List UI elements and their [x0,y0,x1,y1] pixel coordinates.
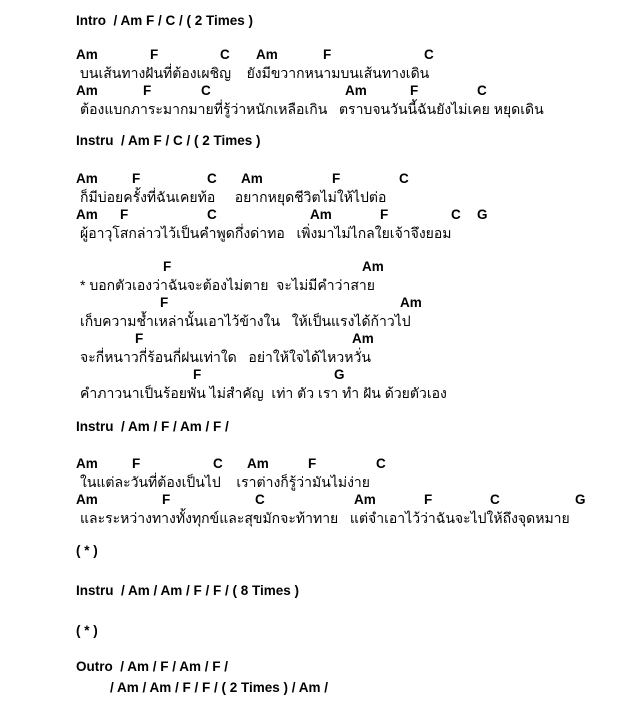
chord-label: F [120,207,129,222]
chord-label: C [255,492,265,507]
chord-label: F [150,47,159,62]
chord-label: Am [354,492,376,507]
section-header-line: Instru / Am / Am / F / F / ( 8 Times ) [76,583,300,598]
chord-label: F [132,456,141,471]
chord-label: Am [76,171,98,186]
chord-label: C [220,47,230,62]
lyric-line: ผู้อาวุโสกล่าวไว้เป็นคำพูดกึ่งด่าทอ เพิ่งมาไม่ไกลใยเจ้าจึงยอม [80,225,452,241]
chord-label: Am [76,47,98,62]
chord-label: C [490,492,500,507]
chord-line [0,491,620,509]
chord-line [0,206,620,224]
lyric-line: ต้องแบกภาระมากมายที่รู้ว่าหนักเหลือเกิน ตราบจนวันนี้ฉันยังไม่เคย หยุดเดิน [80,101,544,117]
chord-label: F [410,83,419,98]
chord-label: F [193,367,202,382]
chord-label: Am [400,295,422,310]
chord-line [0,46,620,64]
lyric-line: เก็บความช้ำเหล่านั้นเอาไว้ข้างใน ให้เป็นแรงได้ก้าวไป [80,313,411,329]
chord-label: F [332,171,341,186]
lyric-line: ก็มีบ่อยครั้งที่ฉันเคยท้อ อยากหยุดชีวิตไม่ให้ไปต่อ [80,189,387,205]
chord-label: G [477,207,488,222]
chord-line [0,258,620,276]
chord-label: Am [76,456,98,471]
lyric-line: ในแต่ละวันที่ต้องเป็นไป เราต่างก็รู้ว่ามันไม่ง่าย [80,474,370,490]
chord-label: Am [76,492,98,507]
chord-label: F [424,492,433,507]
chord-label: Am [247,456,269,471]
chord-label: C [424,47,434,62]
lyric-line: จะกี่หนาวกี่ร้อนกี่ฝนเท่าใด อย่าให้ใจได้ไหวหวั่น [80,349,371,365]
chord-label: C [399,171,409,186]
chord-label: C [207,207,217,222]
chord-label: Am [362,259,384,274]
chord-label: F [308,456,317,471]
chord-label: Am [352,331,374,346]
lyric-line: * บอกตัวเองว่าฉันจะต้องไม่ตาย จะไม่มีคำว่าสาย [80,277,375,293]
section-header-line: ( * ) [76,543,98,558]
chord-label: Am [256,47,278,62]
chord-label: C [207,171,217,186]
chord-line [0,455,620,473]
chord-line [0,366,620,384]
section-header-line: Intro / Am F / C / ( 2 Times ) [76,13,254,28]
chord-label: F [323,47,332,62]
chord-label: F [135,331,144,346]
section-header-line: ( * ) [76,623,98,638]
section-header-line: Instru / Am / F / Am / F / [76,419,229,434]
chord-label: C [213,456,223,471]
chord-line [0,330,620,348]
section-header-line: / Am / Am / F / F / ( 2 Times ) / Am / [110,680,329,695]
chord-label: Am [76,83,98,98]
chord-label: C [451,207,461,222]
chord-label: G [575,492,586,507]
chord-label: Am [241,171,263,186]
lyric-line: บนเส้นทางฝันที่ต้องเผชิญ ยังมีขวากหนามบนเส้นทางเดิน [80,65,430,81]
chord-label: C [477,83,487,98]
chord-label: F [132,171,141,186]
chord-label: Am [76,207,98,222]
chord-line [0,170,620,188]
chord-label: F [143,83,152,98]
chord-label: F [162,492,171,507]
chord-label: Am [310,207,332,222]
chord-label: F [380,207,389,222]
chord-label: Am [345,83,367,98]
chord-line [0,294,620,312]
chord-label: C [376,456,386,471]
section-header-line: Instru / Am F / C / ( 2 Times ) [76,133,261,148]
chord-label: F [163,259,172,274]
chord-label: F [160,295,169,310]
chord-label: G [334,367,345,382]
chord-line [0,82,620,100]
lyric-line: คำภาวนาเป็นร้อยพัน ไม่สำคัญ เท่า ตัว เรา ทำ ฝัน ด้วยตัวเอง [80,385,447,401]
lyric-line: และระหว่างทางทั้งทุกข์และสุขมักจะท้าทาย แต่จำเอาไว้ว่าฉันจะไปให้ถึงจุดหมาย [80,510,570,526]
section-header-line: Outro / Am / F / Am / F / [76,659,229,674]
chord-label: C [201,83,211,98]
